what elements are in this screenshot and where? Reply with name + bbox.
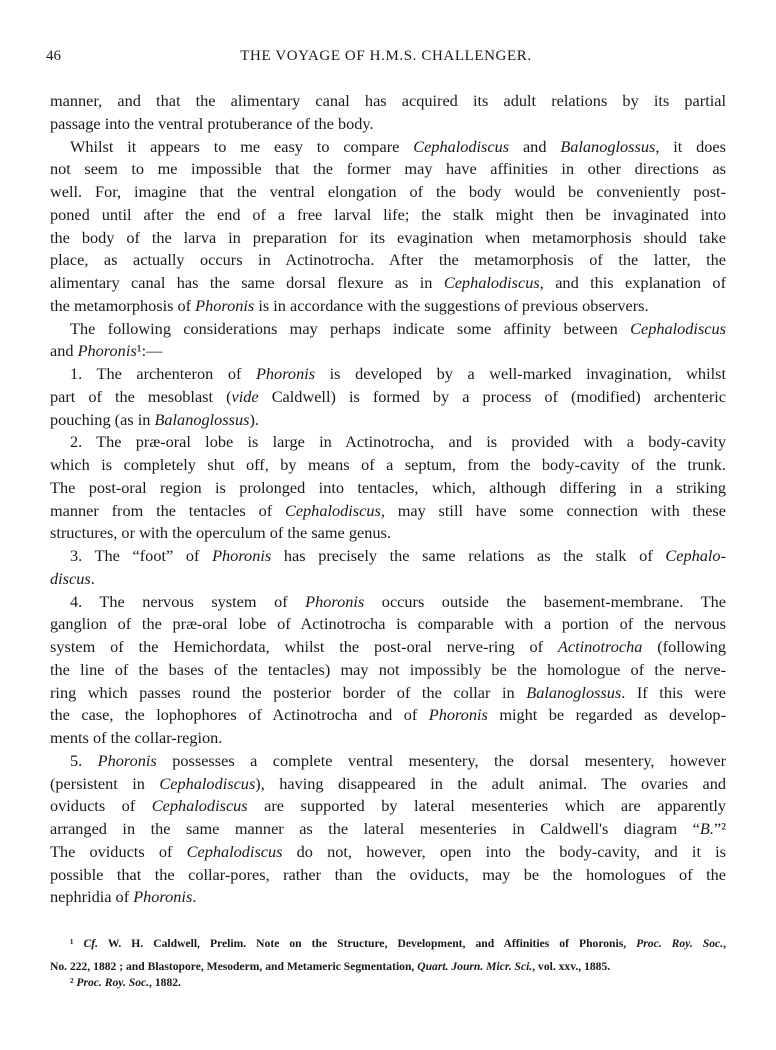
text-run: well. For, imagine that the ventral elongation of the body would be conveniently post-	[50, 182, 726, 201]
text-line	[50, 522, 726, 545]
italic-text: Cephalo-	[665, 546, 726, 565]
text-line	[50, 704, 726, 727]
text-line	[50, 773, 726, 796]
text-run: oviducts of	[50, 796, 152, 816]
text-line	[50, 136, 726, 159]
text-line	[50, 90, 726, 113]
italic-text: B.	[699, 819, 714, 838]
text-run: .	[90, 568, 95, 588]
text-line	[50, 500, 726, 523]
italic-text: Cephalodiscus	[151, 796, 248, 816]
page-header	[46, 48, 726, 70]
paragraph	[50, 750, 726, 909]
text-line	[50, 659, 726, 682]
text-line	[50, 818, 726, 841]
italic-text: Phoronis	[195, 295, 255, 315]
text-run: 4. The nervous system of	[70, 591, 306, 611]
italic-text: Cephalodiscus	[443, 273, 540, 292]
text-line	[50, 477, 726, 500]
italic-text: Phoronis	[133, 887, 193, 907]
text-run: place, as actually occurs in Actinotrocha. After the metamorphosis of the latter, the	[50, 250, 726, 270]
text-line	[50, 959, 726, 975]
text-line	[50, 936, 726, 959]
paragraph	[50, 363, 726, 431]
text-line	[50, 158, 726, 181]
text-run: The post-oral region is prolonged into tentacles, which, although differing in a striking	[50, 477, 726, 497]
text-line	[50, 636, 726, 659]
text-run: The following considerations may perhaps indicate some affinity between	[70, 318, 631, 338]
text-run: manner, and that the alimentary canal has acquired its adult relations by its partial	[50, 91, 726, 110]
text-run: has precisely the same relations as the stalk of	[271, 546, 666, 565]
text-run: is developed by a well-marked invagination, whilst	[315, 364, 726, 383]
paragraph	[50, 545, 726, 591]
text-line	[50, 613, 726, 636]
text-run: ¹:—	[136, 341, 163, 361]
italic-text: Cephalodiscus	[159, 773, 256, 793]
text-run: ments of the collar-region.	[50, 728, 223, 747]
text-run: the line of the bases of the tentacles) may not impossibly be the homologue of the nerve-	[50, 659, 726, 679]
italic-text: Quart. Journ. Micr. Sci.	[417, 959, 533, 973]
text-run: No. 222, 1882 ; and Blastopore, Mesoderm, and Metameric Segmentation,	[50, 959, 418, 973]
text-run: alimentary canal has the same dorsal flexure as in	[50, 273, 444, 292]
text-run: 3. The “foot” of	[70, 546, 213, 565]
text-run: , 1882.	[149, 975, 181, 989]
text-run: arranged in the same manner as the lateral mesenteries in Caldwell's diagram “	[50, 819, 700, 838]
text-run: Caldwell) is formed by a process of (modified) archenteric	[258, 386, 726, 406]
text-run: 5.	[70, 750, 98, 770]
text-line	[50, 340, 726, 363]
text-run: do not, however, open into the body-cavity, and it is	[282, 841, 727, 861]
text-run: not seem to me impossible that the former may have affinities in other directions as	[50, 159, 726, 179]
text-run: and	[50, 341, 78, 361]
footnote	[50, 975, 726, 991]
text-run: nephridia of	[50, 887, 134, 907]
text-line	[50, 886, 726, 909]
italic-text: Proc. Roy. Soc.	[636, 937, 724, 950]
text-line	[50, 227, 726, 250]
text-run: might be regarded as develop-	[487, 705, 726, 725]
italic-text: Balanoglossus	[526, 682, 622, 702]
text-line	[50, 795, 726, 818]
text-line	[50, 295, 726, 318]
italic-text: Phoronis	[255, 364, 316, 383]
text-run: is in accordance with the suggestions of previous observers.	[254, 295, 649, 315]
text-run: Whilst it appears to me easy to compare	[70, 136, 414, 156]
text-run: manner from the tentacles of	[50, 500, 285, 520]
text-run: ).	[249, 409, 259, 429]
text-line	[50, 841, 726, 864]
text-line	[50, 318, 726, 341]
text-run: possible that the collar-pores, rather than the oviducts, may be the homologues of the	[50, 864, 726, 884]
footnote	[50, 936, 726, 975]
text-line	[50, 727, 726, 750]
text-run: 1. The archenteron of	[70, 364, 256, 383]
text-run: occurs outside the basement-membrane. The	[364, 591, 726, 611]
text-run: ”²	[713, 819, 726, 838]
text-line	[50, 454, 726, 477]
italic-text: Phoronis	[97, 750, 157, 770]
italic-text: Balanoglossus	[560, 136, 656, 156]
paragraph	[50, 90, 726, 136]
text-run: .	[192, 887, 197, 907]
text-run: ), having disappeared in the adult animal. The ovaries and	[255, 773, 726, 793]
paragraph	[50, 318, 726, 364]
text-line	[50, 363, 726, 386]
text-line	[50, 249, 726, 272]
text-run: ganglion of the præ-oral lobe of Actinotrocha is comparable with a portion of the nervous	[50, 614, 726, 634]
text-run: ²	[70, 975, 77, 989]
text-run: (persistent in	[50, 773, 160, 793]
text-run: , may still have some connection with these	[380, 500, 726, 520]
text-line	[50, 204, 726, 227]
body-text	[50, 90, 726, 909]
italic-text: Balanoglossus	[154, 409, 250, 429]
italic-text: Cephalodiscus	[284, 500, 381, 520]
italic-text: Cephalodiscus	[413, 136, 510, 156]
text-run: W. H. Caldwell, Prelim. Note on the Structure, Development, and Affinities of Phoronis,	[98, 937, 637, 950]
text-line	[50, 409, 726, 432]
paragraph	[50, 591, 726, 750]
paragraph	[50, 136, 726, 318]
text-run: poned until after the end of a free larval life; the stalk might then be invaginated into	[50, 204, 726, 224]
text-line	[50, 591, 726, 614]
text-run: ,	[723, 937, 727, 950]
footnotes	[50, 936, 726, 991]
italic-text: vide	[231, 386, 259, 406]
paragraph	[50, 431, 726, 545]
text-line	[50, 181, 726, 204]
text-run: , it does	[655, 136, 726, 156]
text-run: and	[509, 136, 561, 156]
italic-text: Phoronis	[77, 341, 137, 361]
text-run: The oviducts of	[50, 841, 187, 861]
text-run: which is completely shut off, by means of a septum, from the body-cavity of the trunk.	[50, 455, 726, 474]
italic-text: Cephalodiscus	[630, 318, 726, 338]
italic-text: Phoronis	[212, 546, 272, 565]
text-run: , and this explanation of	[539, 273, 726, 292]
text-run: are supported by lateral mesenteries which are apparently	[247, 796, 727, 816]
text-run: passage into the ventral protuberance of the body.	[50, 113, 374, 133]
text-run: structures, or with the operculum of the same genus.	[50, 523, 391, 543]
running-title: THE VOYAGE OF H.M.S. CHALLENGER.	[240, 48, 532, 64]
text-line	[50, 386, 726, 409]
italic-text: Phoronis	[305, 591, 365, 611]
italic-text: Phoronis	[428, 705, 488, 725]
italic-text: discus	[50, 568, 91, 588]
text-run: the case, the lophophores of Actinotrocha and of	[50, 705, 429, 725]
text-run: possesses a complete ventral mesentery, the dorsal mesentery, however	[156, 750, 727, 770]
italic-text: Cf.	[83, 937, 99, 950]
text-run: 2. The præ-oral lobe is large in Actinotrocha, and is provided with a body-cavity	[70, 432, 726, 452]
text-line	[50, 750, 726, 773]
text-line	[50, 682, 726, 705]
italic-text: Cephalodiscus	[186, 841, 283, 861]
text-run: (following	[642, 637, 726, 656]
text-line	[50, 431, 726, 454]
text-run: the body of the larva in preparation for its evagination when metamorphosis should take	[50, 227, 726, 247]
text-run: , vol. xxv., 1885.	[532, 959, 611, 973]
text-run: ¹	[70, 937, 84, 950]
text-run: ring which passes round the posterior border of the collar in	[50, 682, 527, 702]
text-line	[50, 975, 726, 991]
italic-text: Actinotrocha	[557, 637, 643, 656]
text-run: part of the mesoblast (	[50, 386, 232, 406]
text-run: . If this were	[621, 682, 727, 702]
italic-text: Proc. Roy. Soc.	[76, 975, 150, 989]
text-run: system of the Hemichordata, whilst the post-oral nerve-ring of	[50, 637, 558, 656]
text-line	[50, 113, 726, 136]
page-number: 46	[46, 48, 61, 64]
text-run: pouching (as in	[50, 409, 155, 429]
text-line	[50, 545, 726, 568]
text-line	[50, 864, 726, 887]
text-run: the metamorphosis of	[50, 295, 196, 315]
text-line	[50, 568, 726, 591]
text-line	[50, 272, 726, 295]
